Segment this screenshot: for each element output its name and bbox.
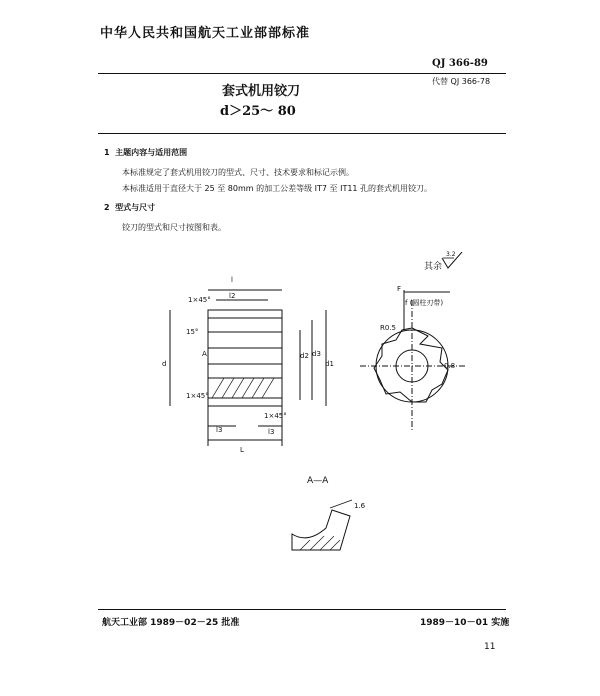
section-1-paragraph-1: 本标准规定了套式机用铰刀的型式、尺寸、技术要求和标记示例。 bbox=[122, 168, 354, 177]
label-l: l bbox=[231, 276, 233, 284]
label-d2: d2 bbox=[300, 352, 309, 360]
label-roughness-08: 0.8 bbox=[444, 362, 456, 370]
label-l3-left: l3 bbox=[216, 426, 223, 434]
header-rule bbox=[98, 73, 506, 74]
section-aa-drawing bbox=[280, 490, 380, 560]
section-view-label: A—A bbox=[307, 476, 329, 486]
effective-date: 1989－10－01 实施 bbox=[420, 618, 510, 628]
label-chamfer-top: 1×45° bbox=[188, 296, 211, 304]
label-land: f (圆柱刃带) bbox=[405, 299, 444, 307]
document-subtitle: d＞25～ 80 bbox=[220, 104, 296, 119]
standard-code: QJ 366-89 bbox=[432, 58, 488, 69]
label-chamfer-bottom: 1×45° bbox=[186, 392, 209, 400]
label-d1: d1 bbox=[325, 360, 334, 368]
label-L: L bbox=[240, 446, 244, 454]
roughness-value: 3.2 bbox=[446, 251, 456, 258]
label-roughness-16: 1.6 bbox=[354, 502, 366, 510]
label-d3: d3 bbox=[312, 350, 321, 358]
roughness-note: 其余 bbox=[424, 262, 443, 272]
label-l3-right: l3 bbox=[268, 428, 275, 436]
label-angle-15: 15° bbox=[186, 328, 199, 336]
approval-date: 航天工业部 1989－02－25 批准 bbox=[102, 618, 240, 628]
section-1-paragraph-2: 本标准适用于直径大于 25 至 80mm 的加工公差等级 IT7 至 IT11 孔的套式机用铰刀。 bbox=[122, 184, 433, 193]
page-number: 11 bbox=[484, 642, 496, 652]
label-l2: l2 bbox=[229, 292, 236, 300]
label-chamfer-right: 1×45° bbox=[264, 412, 287, 420]
replaces-note: 代替 QJ 366-78 bbox=[432, 77, 491, 86]
title-rule bbox=[98, 133, 506, 134]
section-1-heading: 1 主题内容与适用范围 bbox=[104, 148, 188, 157]
document-title: 套式机用铰刀 bbox=[222, 84, 301, 99]
section-2-paragraph-1: 铰刀的型式和尺寸按图和表。 bbox=[122, 223, 226, 232]
roughness-symbol-icon bbox=[440, 252, 470, 272]
label-d: d bbox=[162, 360, 167, 368]
section-2-heading: 2 型式与尺寸 bbox=[104, 203, 156, 212]
label-R05: R0.5 bbox=[380, 324, 396, 332]
label-section-A: A bbox=[202, 350, 207, 358]
footer-rule bbox=[98, 609, 506, 610]
label-F: F bbox=[397, 285, 402, 293]
organization-header: 中华人民共和国航天工业部部标准 bbox=[100, 26, 311, 41]
